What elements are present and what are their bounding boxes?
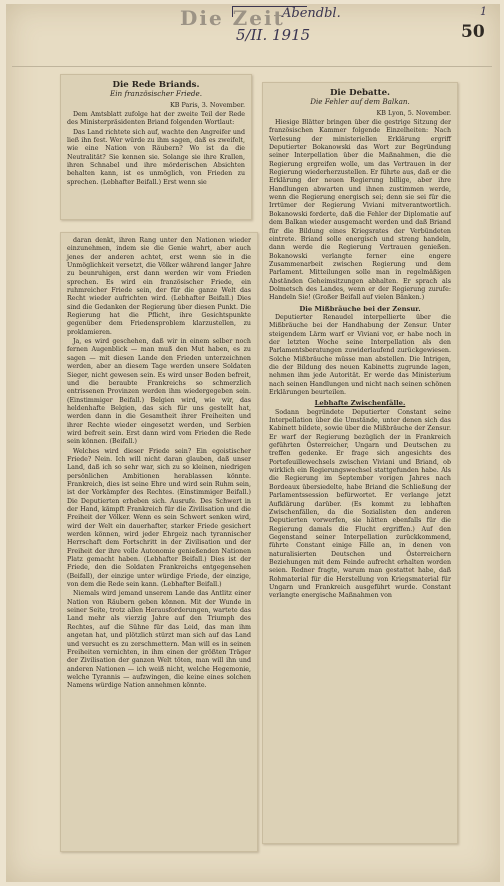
masthead: Die Zeit: [180, 6, 285, 30]
left-article-continued-clip: [60, 232, 258, 852]
left-article-dateline: KB Paris, 3. November.: [169, 100, 245, 109]
right-paragraph: Sodann begründete Deputierter Constant seine Interpellation über die Umstände, unter denen sich das Kabinett bildete, sowie über die Mißbräuche der Zensur. Er warf der Regierung bezüglich der in Frankreich geführten Österreicher, Ungarn und Deutschen zu treffen gedenke. Er frage sich angesichts des Portefeuillewechsels zwischen Viviani und Briand, ob wirklich ein Regierungswechsel stattgefunden habe. Als die Regierung im September vorigen Jahres nach Bordeaux übersiedelte, habe Briand die Schließung der Parlamentssession befürwortet. Er verlange jetzt Aufklärung darüber. (Es kommt zu lebhaften Zwischenfällen, da die Sozialisten den anderen Deputierten vorwerfen, sie hätten ebenfalls für die Regierung damals die Flucht ergriffen.) Auf den Gegenstand seiner Interpellation zurückkommend, führte Constant einige Fälle an, in denen von naturalisierten Deutschen und Österreichern Beziehungen mit dem Feinde aufrecht erhalten worden seien. Redner fragte, warum man gestattet habe, daß Rohmaterial für die Herstellung von Kriegsmaterial für Ungarn und Frankreich ausgeführt wurde. Constant verlangte energische Maßnahmen von: [269, 408, 451, 600]
left-paragraph: Ja, es wird geschehen, daß wir in einem selber noch fernen Augenblick — man muß den Mut haben, es zu sagen — mit diesen Lande den Frieden unterzeichnen werden, aber an diesem Tage werden unsere Soldaten Sieger, nicht gewesen sein. Es wird unser Boden befreit, und die beraubte Frankreichs so schmerzlich entrissenen Provinzen werden ihm wiedergegeben sein. (Einstimmiger Beifall.) Belgien wird, wie wir, das heldenhafte Belgien, das sich für uns gestellt hat, werden dann in die Gesamtheit ihrer Freiheiten und ihrer Rechte wieder eingesetzt werden, und Serbien wird befreit sein. Erst dann wird vom Frieden die Rede sein können. (Beifall.): [67, 338, 251, 446]
corner-mark: 1: [480, 5, 487, 18]
section-heading: Die Mißbräuche bei der Zensur.: [299, 304, 421, 313]
left-paragraph: Das Land richtete sich auf, wachte den Angreifer und ließ ihn fest. Wer würde zu ihm sagen, daß es zweifelt, wie eine Nation von Räubern? Wo ist da die Neutralität? Sie kennen sie. Solange sie ihre Krallen, ihren Schnabel und ihre mörderischen Absichten behalten kann, ist es unmöglich, von Frieden zu sprechen. (Lebhafter Beifall.) Erst wenn sie: [67, 128, 245, 186]
right-paragraph: Hiesige Blätter bringen über die gestrige Sitzung der französischen Kammer folgende Einzelheiten: Nach Verlesung der ministeriellen Erklärung ergriff Deputierter Bokanowski das Wort zur Begründung seiner Interpellation über die Maßnahmen, die die Regierung ergreifen wolle, um das Vertrauen in der Regierung wiederherzustellen. Er führte aus, daß er die Erklärung der neuen Regierung billige, aber ihre Handlungen abwarten und ihnen zustimmen werde, wenn die Regierung energisch sei; denn sie sei für die Irrtümer der Regierung Viviani mitverantwortlich. Bokanowski forderte, daß die Fehler der Diplomatie auf dem Balkan wieder ausgemacht werden und daß Briand für die Bildung eines Kriegsrates der Verbündeten eintrete. Briand solle energisch und streng handeln, dann werde die Regierung Vertrauen genießen. Bokanowski verlangte ferner eine engere Zusammenarbeit zwischen Regierung und dem Parlament. Mitteilungen solle man in regelmäßigen Abständen Geheimsitzungen abhalten. Er sprach als Dolmetsch des Landes, wenn er der Regierung zurufe: Handeln Sie! (Großer Beifall auf vielen Bänken.): [269, 119, 451, 302]
right-article-dateline: KB Lyon, 5. November.: [376, 108, 451, 117]
page-rule: [12, 66, 492, 67]
right-article-subtitle: Die Fehler auf dem Balkan.: [310, 97, 410, 107]
handwritten-date: 5/II. 1915: [236, 26, 311, 44]
left-paragraph: daran denkt, ihren Rang unter den Nationen wieder einzunehmen, indem sie die Genie wahrt, aber auch jenes der anderen achtet, erst wenn sie in die Unmöglichkeit versetzt, die Völker während langer Jahre zu beunruhigen, erst dann werden wir vom Frieden sprechen. Es wird ein französischer Friede, ein ruhmreicher Friede sein, der für die ganze Welt das Recht wieder aufrichten wird. (Lebhafter Beifall.) Dies sind die Gedanken der Regierung über diesen Punkt. Die Regierung hat die Pflicht, ihre Gesichtspunkte gegenüber dem Friedensproblem klarzustellen, zu proklamieren.: [67, 237, 251, 336]
left-paragraph: Welches wird dieser Friede sein? Ein egoistischer Friede? Nein. Ich will nicht daran glauben, daß unser Land, daß ich so sehr war, sich zu so kleinen, niedrigen persönlichen Ambitionen herablassen könnte. Frankreich, dies ist seine Ehre und wird sein Ruhm sein, ist der Vorkämpfer des Rechtes. (Einstimmiger Beifall.) Die Deputierten erheben sich. Ausrufe. Des Schwert in der Hand, kämpft Frankreich für die Zivilisation und die Freiheit der Völker. Wenn es sein Schwert senken wird, wird der Welt ein dauerhafter, starker Friede gesichert werden können, wird jeder Ehrgeiz nach tyrannischer Herrschaft dem Fortschritt in der Zivilisation und der Freiheit der ihre volle Autonomie genießenden Nationen Platz gemacht haben. (Lebhafter Beifall.) Dies ist der Friede, den die Soldaten Frankreichs entgegensehen (Beifall), der einzige unter würdige Friede, der einzige, von dem die Rede sein kann. (Lebhafter Beifall.): [67, 447, 251, 589]
left-paragraph: Niemals wird jemand unserem Lande das Antlitz einer Nation von Räubern geben können. Mit der Wunde in seiner Seite, trotz allen Herausforderungen, wartete das Land mehr als vierzig Jahre auf den Triumph des Rechtes, auf die Sühne für das Leid, das man ihm angetan hat, und plötzlich stürzt man sich auf das Land und versucht es zu zerschmettern. Man will es in seinen Freiheiten vernichten, in ihm einen der größten Träger der Zivilisation der ganzen Welt töten, man will ihn und anderen Nationen — ich weiß nicht, welche Hegemonie, welche Tyrannis — aufzwingen, die keine eines solchen Namens würdige Nation annehmen könnte.: [67, 590, 251, 690]
section-heading: Lebhafte Zwischenfälle.: [314, 399, 406, 408]
right-paragraph: Deputierter Renaudel interpellierte über die Mißbräuche bei der Handhabung der Zensur. Unter steigendem Lärm warf er Viviani vor, er habe noch in der letzten Woche seine Interpellation als den Parlamentsberatungen zuwiderlaufend zurückgewiesen. Solche Mißbräuche müsse man abstellen. Die Intrigen, die der Bildung des neuen Kabinetts zugrunde lagen, nehmen ihm jede Autorität. Er werde das Ministerium nach seinen Handlungen und nicht nach seinen schönen Erklärungen beurteilen.: [269, 313, 451, 397]
page-number: 50: [461, 22, 485, 42]
right-article-title: Die Debatte.: [329, 88, 391, 98]
left-article-top-clip: [60, 74, 252, 220]
left-article-subtitle: Ein französischer Friede.: [109, 89, 202, 99]
right-article-clip: [262, 82, 458, 844]
left-article-title: Die Rede Briands.: [112, 80, 200, 90]
left-paragraph: Dem Amtsblatt zufolge hat der zweite Teil der Rede des Ministerpräsidenten Briand folgenden Wortlaut:: [67, 111, 245, 127]
handwritten-note: Abendbl.: [282, 6, 341, 21]
